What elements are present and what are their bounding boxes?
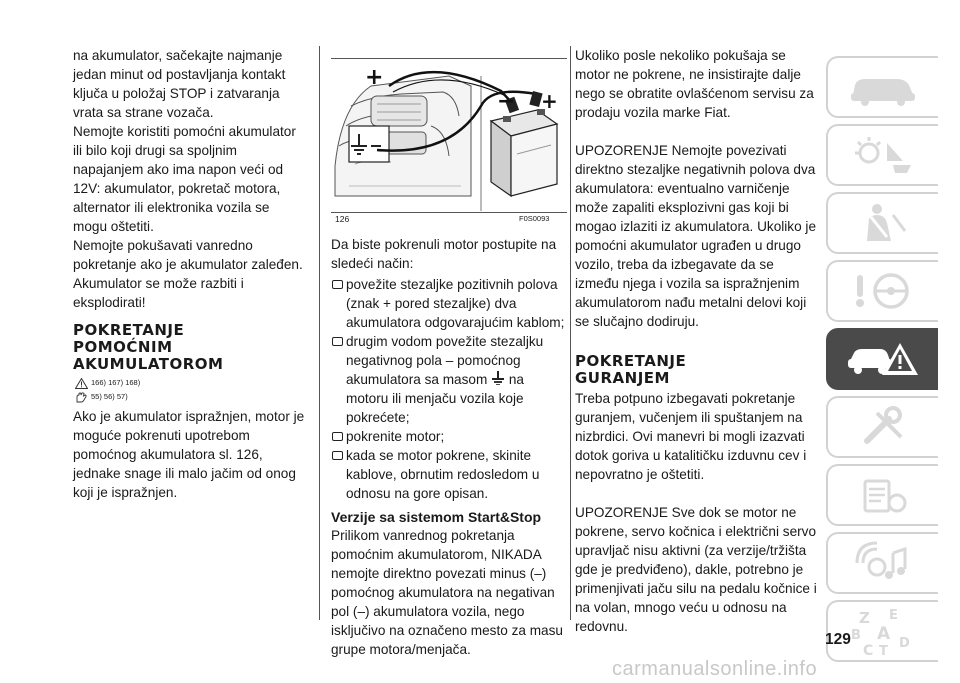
multimedia-icon [847, 541, 919, 585]
paragraph: Nemojte pokušavati vanredno pokretanje ako je akumulator zaleđen. Akumulator se može razbiti i eksplodirati! [73, 238, 303, 310]
section-heading [575, 353, 820, 387]
paragraph: Da biste pokrenuli motor postupite na sledeći način: [331, 237, 557, 271]
steering-wheel-key-icon [847, 269, 919, 313]
heading-line: AKUMULATOROM [73, 355, 224, 373]
list-item-text [346, 332, 569, 427]
heading-line: GURANJEM [575, 369, 670, 387]
index-letters-icon [845, 605, 921, 657]
list-item-text: kada se motor pokrene, skinite kablove, obrnutim redosledom u odnosu na gore opisan. [346, 448, 540, 501]
car-icon [847, 67, 919, 107]
chapter-tab-dashboard[interactable] [826, 124, 938, 186]
minus-sign: − [497, 89, 516, 114]
checkbox-bullet-icon [332, 337, 343, 346]
warning-refs: 166) 167) 168) [91, 378, 141, 387]
subsection-heading: Verzije sa sistemom Start&Stop [331, 509, 542, 525]
index-letter: A [877, 624, 891, 644]
section-heading [73, 322, 307, 373]
figure-bottom-rule [331, 212, 567, 213]
checkbox-bullet-icon [332, 280, 343, 289]
dashboard-lights-icon [847, 133, 919, 177]
list-item-text-part: drugim vodom povežite stezaljku negativnog pola – pomoćnog akumulatora sa masom [346, 334, 544, 387]
figure-126-jump-start [331, 46, 567, 228]
index-letter: C [863, 643, 874, 657]
ground-icon [491, 371, 505, 385]
paragraph: Prilikom vanrednog pokretanja pomoćnim akumulatorom, NIKADA nemojte direktno povezati minus (–) pomoćnog akumulatora na negativan pol (–) akumulatora vozila, nego isključivo na označeno mesto za masu grupe motora/menjača. [331, 528, 563, 657]
heading-line: POKRETANJE [575, 352, 687, 370]
list-item [331, 446, 569, 503]
chapter-index-sidebar [826, 56, 938, 668]
watermark: carmanualsonline.info [612, 658, 818, 680]
list-item-text: povežite stezaljke pozitivnih polova (znak + pored stezaljke) dva akumulatora odgovarajućim kablom; [346, 277, 565, 330]
column-separator-right [570, 46, 571, 620]
maintenance-wrench-icon [847, 405, 919, 449]
paragraph: Ako je akumulator ispražnjen, motor je moguće pokrenuti upotrebom pomoćnog akumulatora sl. 126, jednake snage ili malo jačim od onog koji je ispražnjen. [73, 409, 305, 500]
jump-start-illustration [331, 46, 567, 216]
caution-reference [73, 390, 307, 404]
heading-line: POKRETANJE [73, 321, 185, 339]
paragraph: na akumulator, sačekajte najmanje jedan minut od postavljanja kontakt ključa u položaj STOP i zatvaranja vrata sa strane vozača. [73, 48, 286, 120]
caution-refs: 55) 56) 57) [91, 392, 128, 401]
plus-sign: + [541, 89, 558, 113]
list-item [331, 332, 569, 427]
list-item [331, 275, 569, 332]
index-letter: D [899, 636, 910, 651]
chapter-tab-emergency[interactable] [826, 328, 938, 390]
warning-paragraph: UPOZORENJE Nemojte povezivati direktno stezaljke negativnih polova dva akumulatora: eventualno varničenje može zapaliti eksplozivni gas koji bi mogao izlaziti iz akumulatora. Ukoliko je pomoćni akumulator ugrađen u drugo vozilo, treba da izbegavate da se između njega i vozila sa ispražnjenim akumulatorom nađu metalni delovi koji se slučajno dodiruju. [575, 143, 817, 329]
list-item-text-part: na motoru ili menjaču vozila koje pokrećete; [346, 372, 524, 425]
list-item [331, 427, 569, 446]
index-letter: E [889, 608, 898, 623]
seatbelt-safety-icon [847, 201, 919, 245]
paragraph: Treba potpuno izbegavati pokretanje guranjem, vučenjem ili spuštanjem na nizbrdici. Ovi manevri bi mogli izazvati dotok goriva u katalitičku izduvnu cev i nepovratno je oštetiti. [575, 391, 807, 482]
list-item-text: pokrenite motor; [346, 429, 445, 444]
paragraph: Ukoliko posle nekoliko pokušaja se motor ne pokrene, ne insistirajte dalje nego se obratite ovlašćenom servisu za prodaju vozila marke Fiat. [575, 48, 814, 120]
paragraph: Nemojte koristiti pomoćni akumulator ili bilo koji drugi sa spoljnim napajanjem ako ima napon veći od 12V: akumulator, pokretač motora, alternator ili elektronika vozila se mogu oštetiti. [73, 124, 296, 234]
caution-hand-icon [75, 392, 88, 403]
figure-code: F0S0093 [519, 214, 550, 223]
chapter-tab-safety[interactable] [826, 192, 938, 254]
column-3 [575, 46, 820, 636]
heading-line: POMOĆNIM [73, 338, 173, 356]
index-letter: Z [859, 609, 870, 627]
column-2 [331, 235, 569, 659]
chapter-tab-multimedia[interactable] [826, 532, 938, 594]
page-number: 129 [825, 631, 851, 648]
checkbox-bullet-icon [332, 451, 343, 460]
warning-paragraph: UPOZORENJE Sve dok se motor ne pokrene, servo kočnica i električni servo upravljač nisu aktivni (za verzije/tržišta gde je predviđeno), dakle, potrebno je primenjivati jaču silu na pedalu kočnice i na volan, mnogo veću u odnosu na redovnu. [575, 505, 817, 634]
chapter-tab-starting-driving[interactable] [826, 260, 938, 322]
technical-data-icon [847, 473, 919, 517]
warning-reference [73, 376, 307, 390]
index-letter: T [879, 644, 888, 657]
figure-number: 126 [335, 214, 350, 224]
chapter-tab-maintenance[interactable] [826, 396, 938, 458]
index-letter: B [851, 628, 861, 643]
column-separator-left [319, 46, 320, 620]
column-1 [73, 46, 307, 502]
emergency-car-warning-icon [842, 335, 922, 383]
plus-sign: + [365, 65, 384, 90]
chapter-tab-technical-data[interactable] [826, 464, 938, 526]
warning-triangle-icon [75, 378, 88, 389]
checkbox-bullet-icon [332, 432, 343, 441]
chapter-tab-vehicle[interactable] [826, 56, 938, 118]
